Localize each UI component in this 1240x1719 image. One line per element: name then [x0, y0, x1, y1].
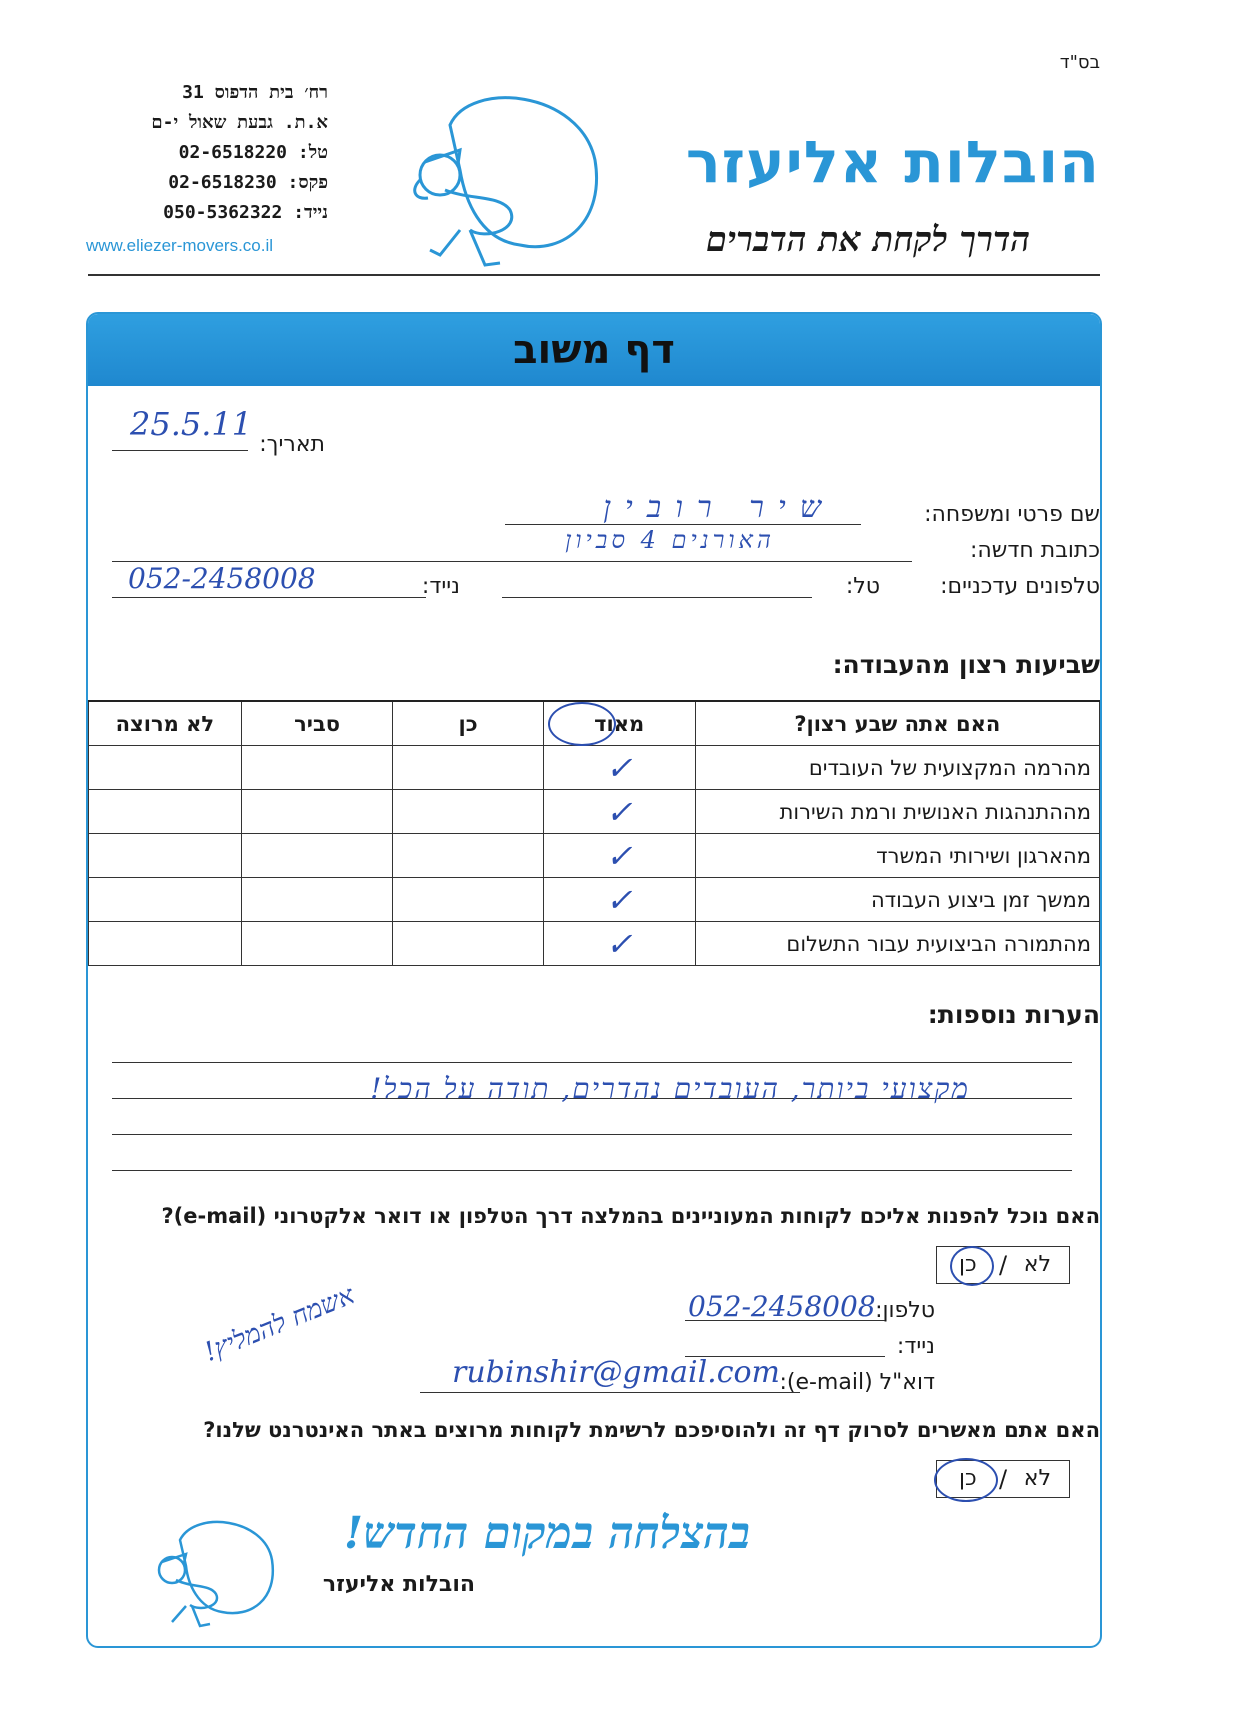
- mobile-label: נייד:: [421, 574, 460, 599]
- new-address-label: כתובת חדשה:: [969, 538, 1100, 563]
- website-question: האם אתם מאשרים לסרוק דף זה ולהוסיפכם לרשימת לקוחות מרוצים באתר האינטרנט שלנו?: [203, 1418, 1100, 1442]
- top-mark: בס"ד: [1059, 52, 1100, 73]
- mobile-value: 052-2458008: [128, 562, 316, 595]
- very-circle-mark: [548, 702, 616, 746]
- website-yes[interactable]: כן: [959, 1466, 977, 1491]
- rating-cell[interactable]: [393, 834, 543, 878]
- row-label: מהתמורה הביצועית עבור התשלום: [695, 922, 1099, 966]
- website-no[interactable]: לא: [1023, 1466, 1051, 1491]
- referral-divider: /: [999, 1251, 1008, 1279]
- form-title: דף משוב: [513, 327, 675, 373]
- mobile-line: [112, 597, 426, 598]
- rating-cell[interactable]: [89, 834, 242, 878]
- name-value: שיר רובין: [603, 490, 835, 525]
- question-header: האם אתה שבע רצון?: [695, 701, 1099, 746]
- check-mark[interactable]: ✓: [543, 746, 695, 790]
- mover-mascot-logo: [390, 80, 610, 280]
- date-line: [112, 450, 248, 451]
- website-divider: /: [999, 1465, 1008, 1493]
- notes-line-3: [112, 1134, 1072, 1135]
- row-label: מההתנהגות האנושית ורמת השירות: [695, 790, 1099, 834]
- table-row: [89, 878, 1100, 922]
- table-row: [89, 790, 1100, 834]
- tel-label: טל:: [845, 574, 880, 599]
- satisfaction-heading: שביעות רצון מהעבודה:: [832, 650, 1100, 679]
- website-yes-circle: [934, 1458, 998, 1502]
- rating-cell[interactable]: [241, 922, 393, 966]
- notes-line-4: [112, 1170, 1072, 1171]
- check-mark[interactable]: ✓: [543, 922, 695, 966]
- notes-heading: הערות נוספות:: [927, 1000, 1100, 1029]
- table-row: [89, 746, 1100, 790]
- notes-line-1: [112, 1062, 1072, 1063]
- row-label: מהארגון ושירותי המשרד: [695, 834, 1099, 878]
- notes-text: מקצועי ביותר, העובדים נהדרים, תודה על הכל!: [370, 1072, 970, 1105]
- fax-line: פקס: 02-6518230: [168, 172, 328, 193]
- date-value: 25.5.11: [130, 405, 253, 443]
- column-yes: כן: [393, 701, 543, 746]
- check-mark[interactable]: ✓: [543, 878, 695, 922]
- referral-yes-circle: [950, 1246, 994, 1286]
- name-label: שם פרטי ומשפחה:: [924, 502, 1100, 527]
- column-very: מאוד: [543, 701, 695, 746]
- rating-cell[interactable]: [89, 922, 242, 966]
- rating-cell[interactable]: [89, 746, 242, 790]
- check-mark[interactable]: ✓: [543, 834, 695, 878]
- rating-cell[interactable]: [241, 746, 393, 790]
- address-value: האורנים 4 סביון: [565, 526, 775, 554]
- rating-cell[interactable]: [241, 878, 393, 922]
- check-mark[interactable]: ✓: [543, 790, 695, 834]
- company-slogan: הדרך לקחת את הדברים: [706, 220, 1030, 260]
- address-line-2: א.ת. גבעת שאול י-ם: [151, 112, 328, 133]
- phone-line: טל: 02-6518220: [178, 142, 328, 163]
- website-link[interactable]: www.eliezer-movers.co.il: [86, 236, 274, 255]
- referral-phone-label: טלפון:: [875, 1298, 935, 1323]
- form-title-bar: [88, 314, 1100, 386]
- referral-yes[interactable]: כן: [959, 1252, 977, 1277]
- address-line-1: רח׳ בית הדפוס 31: [182, 82, 328, 103]
- rating-cell[interactable]: [393, 746, 543, 790]
- rating-cell[interactable]: [89, 790, 242, 834]
- referral-mobile-label: נייד:: [896, 1334, 935, 1359]
- rating-cell[interactable]: [241, 790, 393, 834]
- mobile-line: נייד: 050-5362322: [163, 202, 328, 223]
- referral-phone-value: 052-2458008: [688, 1290, 876, 1323]
- company-name: הובלות אליעזר: [685, 128, 1100, 196]
- footer-wish: בהצלחה במקום החדש!: [343, 1508, 750, 1559]
- referral-no[interactable]: לא: [1023, 1252, 1051, 1277]
- margin-note: אשמח להמליץ!: [200, 1280, 359, 1368]
- table-row: [89, 834, 1100, 878]
- referral-email-line: [420, 1392, 800, 1393]
- date-label: תאריך:: [259, 432, 325, 457]
- contact-block: [88, 78, 328, 228]
- row-label: מהרמה המקצועית של העובדים: [695, 746, 1099, 790]
- header-divider: [88, 274, 1100, 276]
- updated-phones-label: טלפונים עדכניים:: [940, 574, 1100, 599]
- rating-cell[interactable]: [89, 878, 242, 922]
- referral-question: האם נוכל להפנות אליכם לקוחות המעוניינים בהמלצה דרך הטלפון או דואר אלקטרוני (e-mail)?: [161, 1204, 1100, 1228]
- row-label: ממשך זמן ביצוע העבודה: [695, 878, 1099, 922]
- footer-signature: הובלות אליעזר: [322, 1572, 475, 1597]
- referral-email-label: דוא"ל (e-mail):: [779, 1370, 935, 1395]
- table-row: [89, 922, 1100, 966]
- column-not-satisfied: לא מרוצה: [89, 701, 242, 746]
- referral-email-value: rubinshir@gmail.com: [452, 1355, 781, 1390]
- rating-cell[interactable]: [393, 878, 543, 922]
- footer-mascot-icon: [140, 1510, 280, 1630]
- rating-cell[interactable]: [393, 790, 543, 834]
- tel-line: [502, 597, 812, 598]
- column-fair: סביר: [241, 701, 393, 746]
- rating-cell[interactable]: [393, 922, 543, 966]
- rating-cell[interactable]: [241, 834, 393, 878]
